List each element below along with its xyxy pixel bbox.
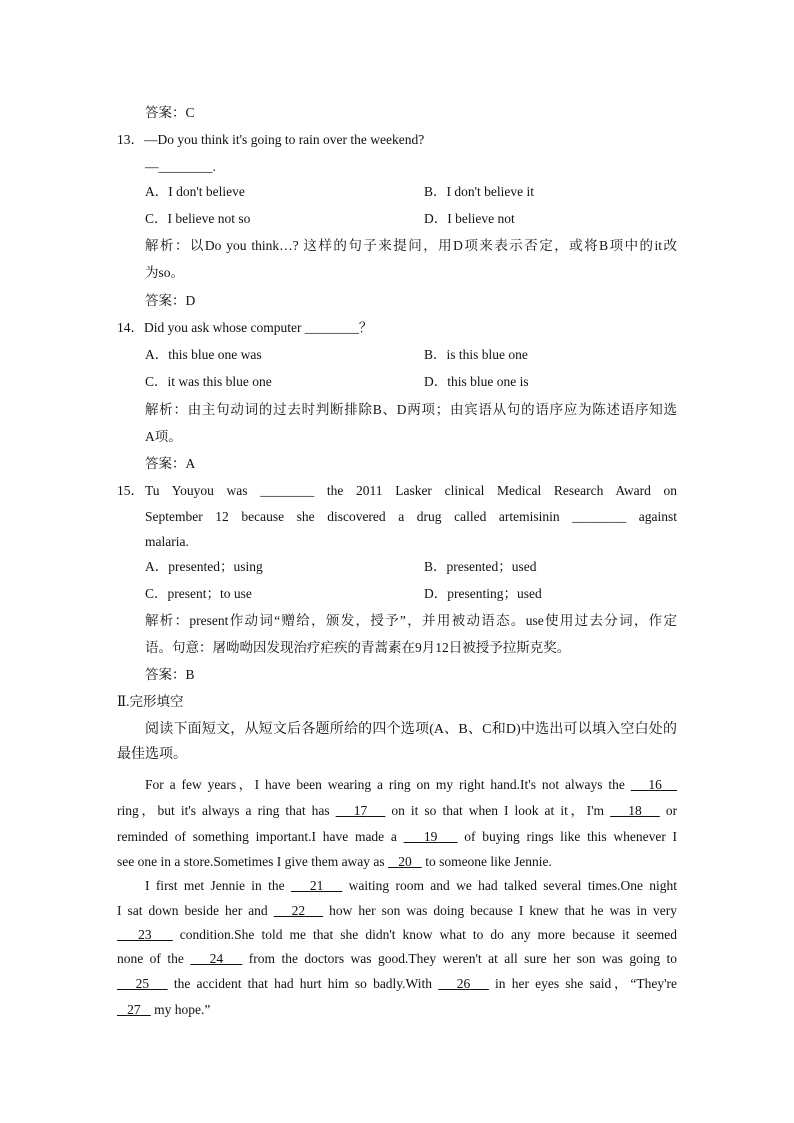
section-instruction-line1: 阅读下面短文，从短文后各题所给的四个选项(A、B、C和D)中选出可以填入空白处的 [145,722,677,737]
blank-16: 16 [648,777,662,792]
q15-analysis-line1: 解析：present作动词“赠给，颁发，授予”，并用被动语态。use使用过去分词，作定 [145,613,677,628]
q14-option-c: C．it was this blue one [145,374,272,389]
q15-analysis-line2: 语。句意：屠呦呦因发现治疗疟疾的青蒿素在9月12日被授予拉斯克奖。 [145,640,571,655]
q12-answer: 答案：C [145,105,195,120]
q15-answer: 答案：B [145,667,195,682]
q15-number: 15． [117,483,144,498]
passage-line4: see one in a store.Sometimes I give them away as 20 to someone like Jennie. [117,854,552,869]
blank-20: 20 [398,854,412,869]
q15-stem-line3: malaria. [145,534,189,549]
passage-line9: 25 the accident that had hurt him so badly.With 26 in her eyes she said，“They're [117,975,677,993]
q13-option-d: D．I believe not [424,211,515,226]
q15-stem-line2: September 12 because she discovered a drug called artemisinin ________ against [145,509,677,524]
q13-analysis-line2: 为so。 [145,265,185,280]
q15-option-c: C．present；to use [145,586,252,601]
q13-option-b: B．I don't believe it [424,184,535,199]
q14-option-d: D．this blue one is [424,374,529,389]
passage-line7: 23 condition.She told me that she didn't know what to do any more because it seemed [117,926,677,944]
passage-line1: For a few years，I have been wearing a ring on my right hand.It's not always the 16 [145,776,677,794]
q14-analysis-line2: A项。 [145,429,182,444]
q13-answer: 答案：D [145,293,196,308]
passage-line10: 27 my hope.” [117,1001,210,1019]
blank-27: 27 [127,1002,141,1017]
q15-option-b: B．presented；used [424,559,537,574]
q15-stem-line1: Tu Youyou was ________ the 2011 Lasker clinical Medical Research Award on [145,483,677,498]
passage-line2: ring，but it's always a ring that has 17 on it so that when I look at it，I'm 18 or [117,803,678,818]
blank-17: 17 [353,803,368,818]
q15-option-d: D．presenting；used [424,586,542,601]
blank-18: 18 [628,803,642,818]
passage-line8: none of the 24 from the doctors was good.They weren't at all sure her son was going to [117,951,678,966]
section-title: Ⅱ.完形填空 [117,694,184,709]
q13-stem: 13．—Do you think it's going to rain over the weekend? [117,132,425,147]
q15-option-a: A．presented；using [145,559,263,574]
q14-option-b: B．is this blue one [424,347,528,362]
q13-option-a: A．I don't believe [145,184,245,199]
section-instruction-line2: 最佳选项。 [117,747,187,762]
q14-analysis-line1: 解析：由主句动词的过去时判断排除B、D两项；由宾语从句的语序应为陈述语序知选 [145,402,677,417]
blank-19: 19 [423,829,438,844]
passage-line3: reminded of something important.I have made a 19 of buying rings like this whenever I [117,829,678,844]
blank-22: 22 [291,903,306,918]
q14-option-a: A．this blue one was [145,347,262,362]
q13-analysis-line1: 解析：以Do you think…? 这样的句子来提问，用D项来表示否定，或将B项中的it改 [145,238,677,253]
blank-23: 23 [138,927,152,942]
blank-21: 21 [309,878,324,893]
blank-24: 24 [209,951,224,966]
q13-blank: —________. [145,159,216,174]
blank-26: 26 [456,976,471,991]
blank-25: 25 [135,976,150,991]
passage-line5: I first met Jennie in the 21 waiting room and we had talked several times.One night [145,878,678,893]
q14-answer: 答案：A [145,456,196,471]
q14-stem: 14．Did you ask whose computer ________？ [117,320,373,335]
passage-line6: I sat down beside her and 22 how her son was doing because I knew that he was in very [117,903,678,918]
q13-option-c: C．I believe not so [145,211,251,226]
